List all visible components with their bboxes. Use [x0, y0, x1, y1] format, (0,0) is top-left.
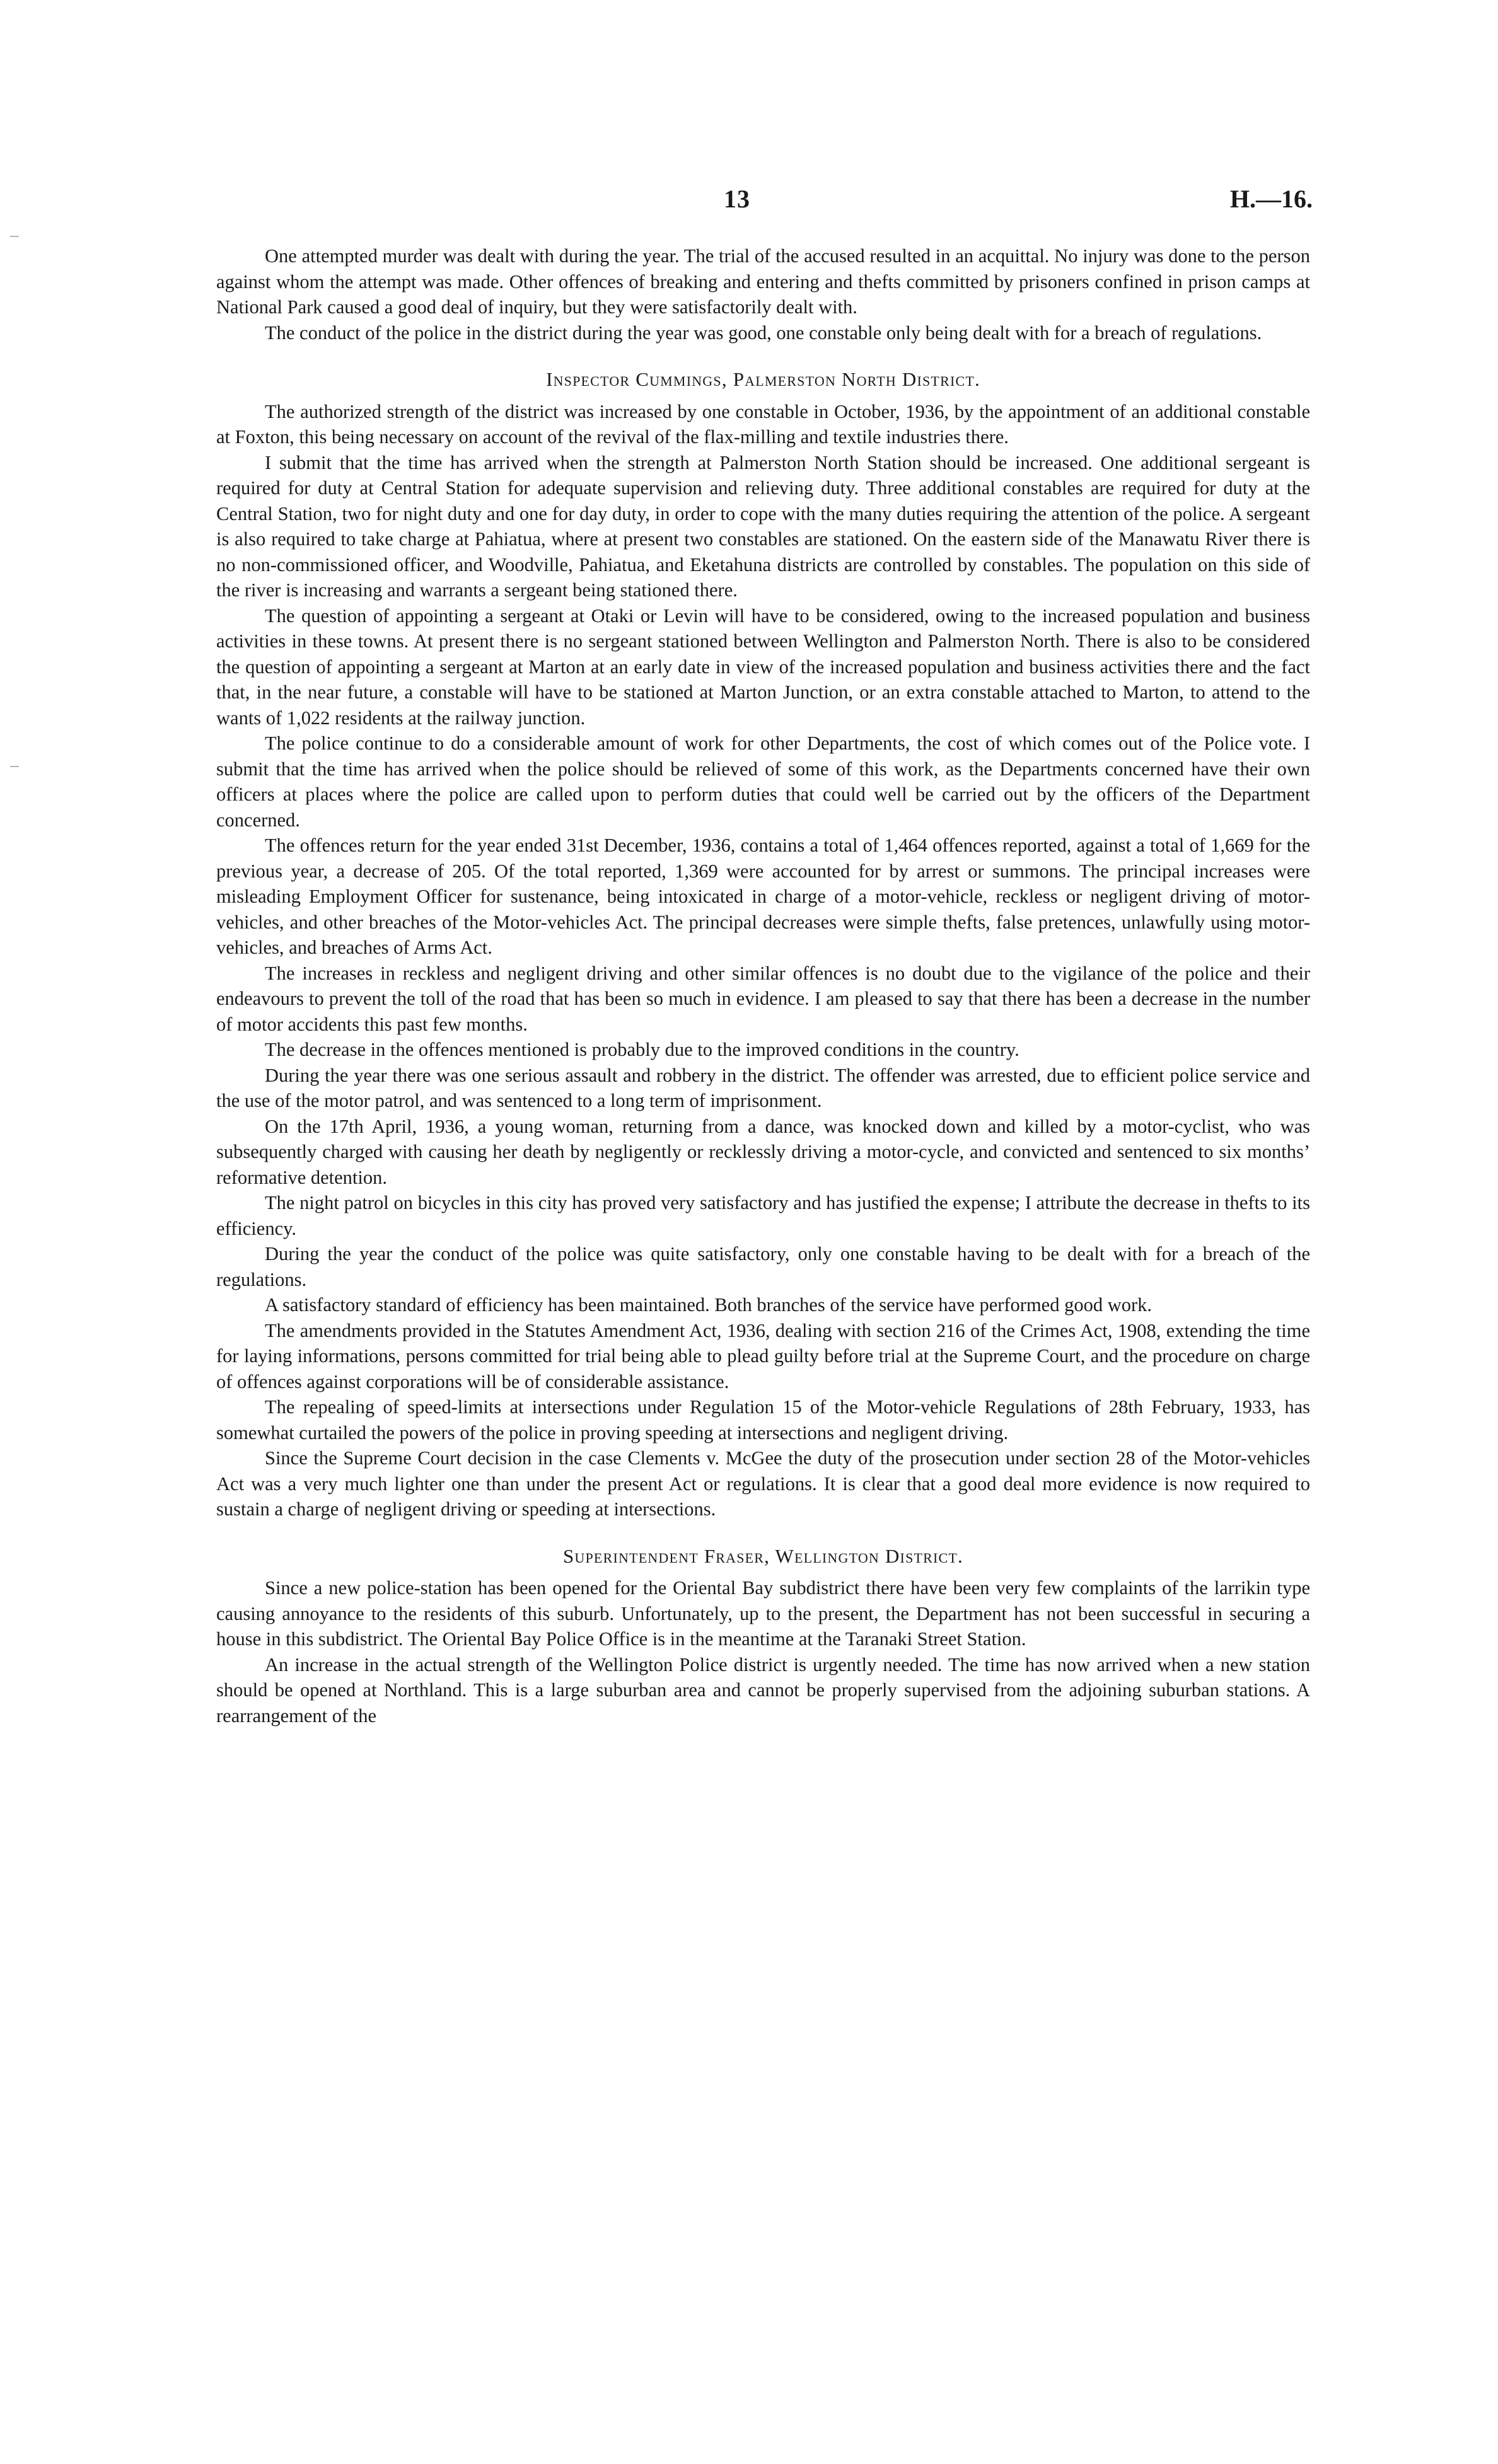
- page-number: 13: [724, 185, 750, 213]
- paragraph: Since a new police-station has been opened for the Oriental Bay subdistrict there have been very few complaints of the larrikin type causing annoyance to the residents of this suburb. Unfortunately, up to the present, the Department has not been successful in securing a house in this subdistrict. The Oriental Bay Police Office is in the meantime at the Taranaki Street Station.: [216, 1577, 1310, 1650]
- paragraph: During the year the conduct of the police was quite satisfactory, only one constable having to be dealt with for a breach of the regulations.: [216, 1243, 1310, 1290]
- paragraph: A satisfactory standard of efficiency has been maintained. Both branches of the service have performed good work.: [265, 1294, 1153, 1316]
- paragraph: An increase in the actual strength of the Wellington Police district is urgently needed. The time has now arrived when a new station should be opened at Northland. This is a large suburban area and cannot be properly supervised from the adjoining suburban stations. A rearrangement of the: [216, 1653, 1310, 1727]
- section-wellington: [216, 1544, 1310, 1729]
- paragraph: The repealing of speed-limits at intersections under Regulation 15 of the Motor-vehicle Regulations of 28th February, 1933, has somewhat curtailed the powers of the police in proving speeding at intersections and negligent driving.: [216, 1396, 1310, 1443]
- paragraph: The conduct of the police in the district during the year was good, one constable only being dealt with for a breach of regulations.: [265, 321, 1262, 344]
- body-text: [216, 243, 1310, 1728]
- document-reference: H.—16.: [1229, 185, 1313, 213]
- paragraph: The police continue to do a considerable amount of work for other Departments, the cost of which comes out of the Police vote. I submit that the time has arrived when the police should be relieved of some of this work, as the Departments concerned have their own officers at places where the police are called upon to perform duties that could well be carried out by the officers of the Department concerned.: [216, 732, 1310, 831]
- paragraph: On the 17th April, 1936, a young woman, returning from a dance, was knocked down and killed by a motor-cyclist, who was subsequently charged with causing her death by negligently or recklessly driving a motor-cycle, and convicted and sentenced to six months’ reformative detention.: [216, 1115, 1310, 1188]
- paragraph: Since the Supreme Court decision in the case Clements v. McGee the duty of the prosecution under section 28 of the Motor-vehicles Act was a very much lighter one than under the present Act or regulations. It is clear that a good deal more evidence is now required to sustain a charge of negligent driving or speeding at intersections.: [216, 1447, 1310, 1520]
- paragraph: During the year there was one serious assault and robbery in the district. The offender was arrested, due to efficient police service and the use of the motor patrol, and was sentenced to a long term of imprisonment.: [216, 1064, 1310, 1111]
- section-palmerston-north: [216, 367, 1310, 1522]
- paragraph: The decrease in the offences mentioned is probably due to the improved conditions in the country.: [265, 1039, 1019, 1060]
- paragraph: The question of appointing a sergeant at Otaki or Levin will have to be considered, owing to the increased population and business activities in these towns. At present there is no sergeant stationed between Wellington and Palmerston North. There is also to be considered the question of appointing a sergeant at Marton at an early date in view of the increased population and business activities there and the fact that, in the near future, a constable will have to be stationed at Marton Junction, or an extra constable attached to Marton, to attend to the wants of 1,022 residents at the railway junction.: [216, 604, 1310, 729]
- paragraph: The increases in reckless and negligent driving and other similar offences is no doubt due to the vigilance of the police and their endeavours to prevent the toll of the road that has been so much in evidence. I am pleased to say that there has been a decrease in the number of motor accidents this past few months.: [216, 962, 1310, 1035]
- paragraph: The offences return for the year ended 31st December, 1936, contains a total of 1,464 offences reported, against a total of 1,669 for the previous year, a decrease of 205. Of the total reported, 1,369 were accounted for by arrest or summons. The principal increases were misleading Employment Officer for sustenance, being intoxicated in charge of a motor-vehicle, reckless or negligent driving of motor-vehicles, and other breaches of the Motor-vehicles Act. The principal decreases were simple thefts, false pretences, unlawfully using motor-vehicles, and breaches of Arms Act.: [216, 835, 1310, 958]
- section-heading: Inspector Cummings, Palmerston North District.: [546, 368, 980, 390]
- paragraph: The amendments provided in the Statutes Amendment Act, 1936, dealing with section 216 of the Crimes Act, 1908, extending the time for laying informations, persons committed for trial being able to plead guilty before trial at the Supreme Court, and the procedure on charge of offences against corporations will be of considerable assistance.: [216, 1319, 1310, 1392]
- paragraph: The night patrol on bicycles in this city has proved very satisfactory and has justified the expense; I attribute the decrease in thefts to its efficiency.: [216, 1192, 1310, 1239]
- section-heading: Superintendent Fraser, Wellington District.: [562, 1544, 964, 1567]
- paragraph: I submit that the time has arrived when the strength at Palmerston North Station should be increased. One additional sergeant is required for duty at Central Station for adequate supervision and relieving duty. Three additional constables are required for duty at the Central Station, two for night duty and one for day duty, in order to cope with the many duties requiring the attention of the police. A sergeant is also required to take charge at Pahiatua, where at present two constables are stationed. On the eastern side of the Manawatu River there is no non-commissioned officer, and Woodville, Pahiatua, and Eketahuna districts are controlled by constables. The population on this side of the river is increasing and warrants a sergeant being stationed there.: [216, 451, 1310, 601]
- margin-mark-middle: [10, 766, 19, 767]
- paragraph: The authorized strength of the district was increased by one constable in October, 1936, by the appointment of an additional constable at Foxton, this being necessary on account of the revival of the flax-milling and textile industries there.: [216, 400, 1310, 448]
- paragraph: One attempted murder was dealt with during the year. The trial of the accused resulted in an acquittal. No injury was done to the person against whom the attempt was made. Other offences of breaking and entering and thefts committed by prisoners confined in prison camps at National Park caused a good deal of inquiry, but they were satisfactorily dealt with.: [216, 245, 1310, 318]
- margin-mark-top: [10, 236, 19, 237]
